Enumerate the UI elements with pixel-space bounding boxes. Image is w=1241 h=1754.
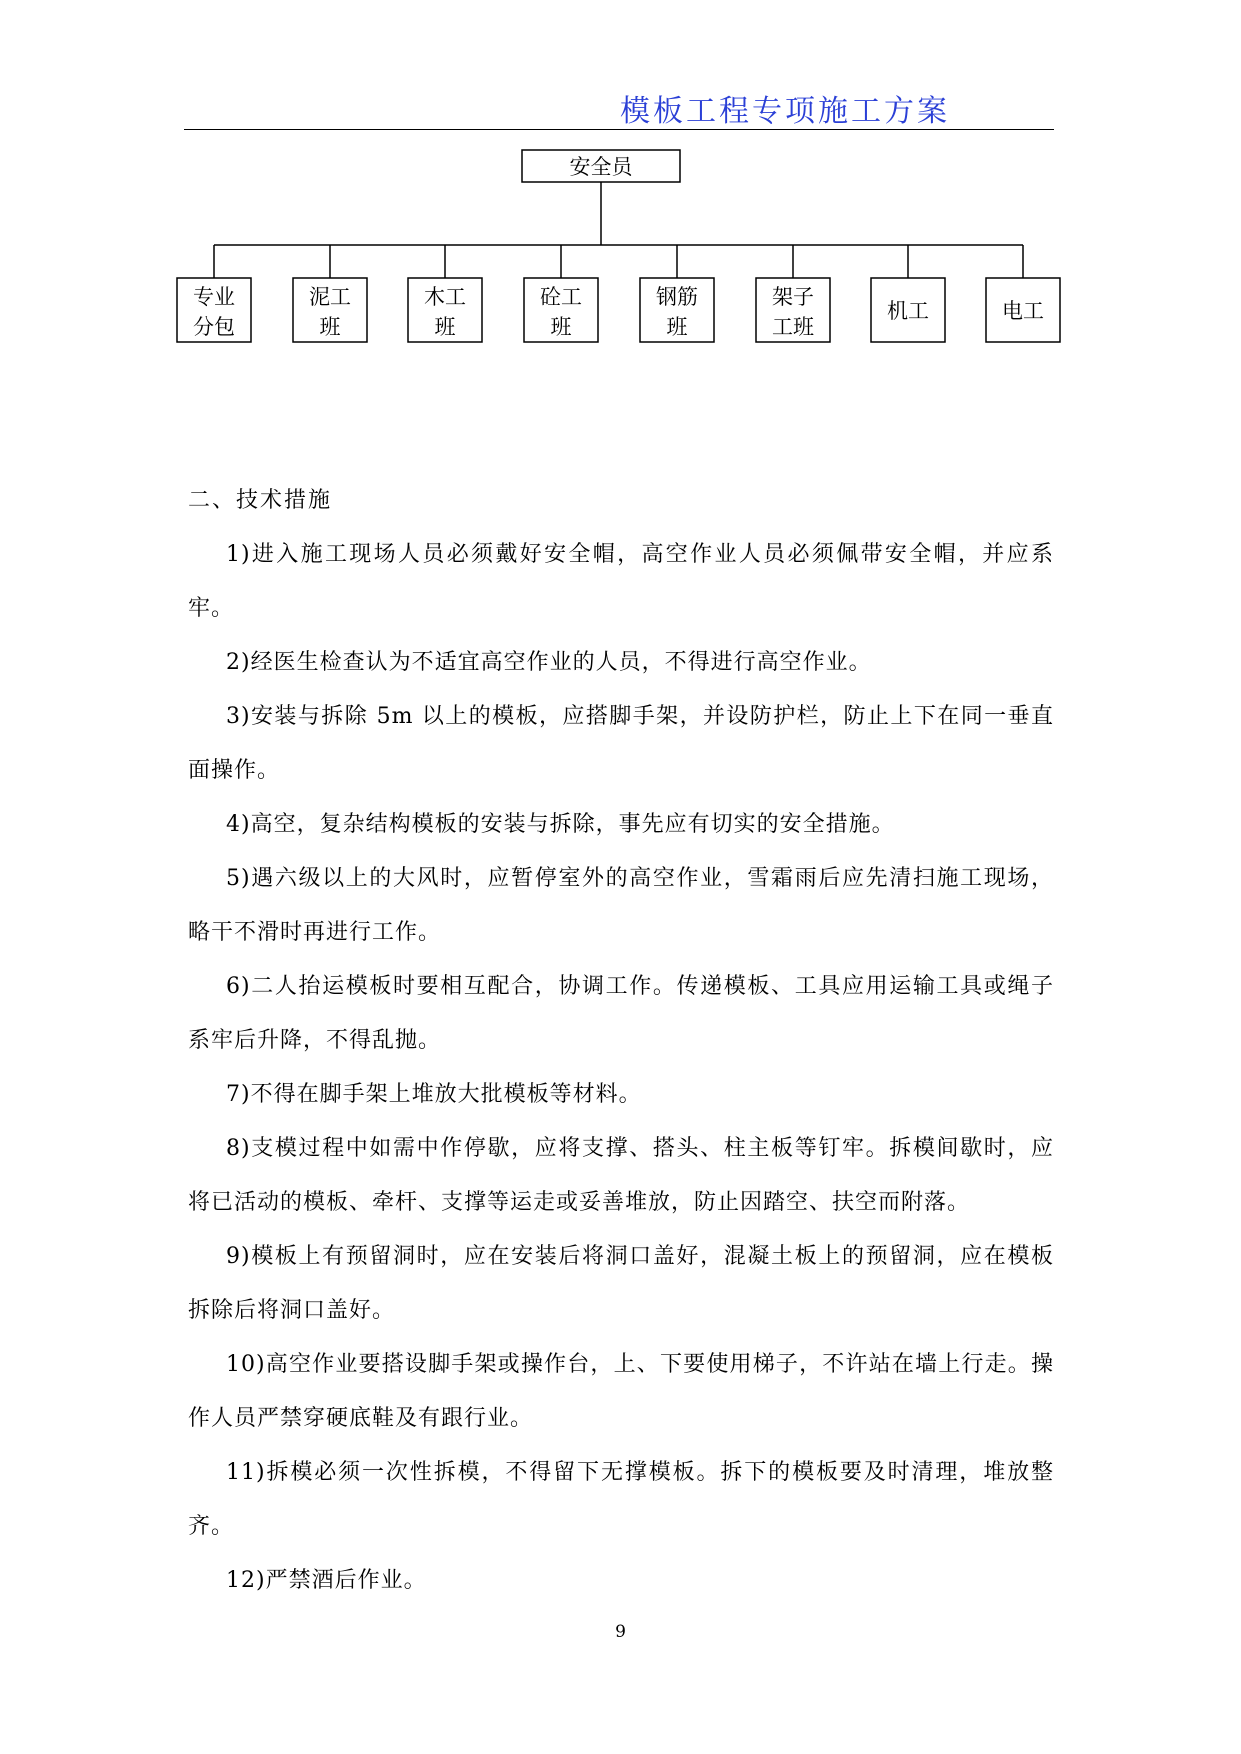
org-team-group [177, 245, 1060, 342]
org-chart [0, 0, 1241, 360]
page-number: 9 [615, 1622, 626, 1642]
paragraph-list [188, 528, 1054, 1608]
org-team-label-line2: 班 [550, 315, 572, 339]
measure-paragraph: 12)严禁酒后作业。 [226, 1568, 427, 1593]
measure-paragraph: 8)支模过程中如需中作停歇，应将支撑、搭头、柱主板等钉牢。拆模间歇时，应将已活动的模板、牵杆、支撑等运走或妥善堆放，防止因踏空、扶空而附落。 [188, 1136, 1054, 1215]
org-team-label-line1: 架子 [772, 285, 814, 309]
org-team-label-line1: 钢筋 [656, 285, 698, 309]
measure-paragraph: 1)进入施工现场人员必须戴好安全帽，高空作业人员必须佩带安全帽，并应系牢。 [188, 542, 1054, 621]
measure-paragraph: 2)经医生检查认为不适宜高空作业的人员，不得进行高空作业。 [226, 650, 872, 675]
org-team-label-line1: 泥工 [309, 285, 351, 309]
org-team-label-line2: 班 [434, 315, 456, 339]
measure-paragraph: 3)安装与拆除 5m 以上的模板，应搭脚手架，并设防护栏，防止上下在同一垂直面操作。 [188, 704, 1054, 783]
measure-paragraph: 4)高空，复杂结构模板的安装与拆除，事先应有切实的安全措施。 [226, 812, 895, 837]
section-heading: 二、技术措施 [188, 488, 333, 513]
org-team-label-line2: 班 [666, 315, 688, 339]
org-team-label: 电工 [1002, 299, 1044, 323]
measure-paragraph: 5)遇六级以上的大风时，应暂停室外的高空作业，雪霜雨后应先清扫施工现场，略干不滑时再进行工作。 [188, 866, 1054, 945]
org-team-label-line2: 分包 [193, 315, 235, 339]
org-root-label: 安全员 [569, 155, 633, 179]
org-team-label-line2: 工班 [772, 315, 814, 339]
org-team-label: 机工 [887, 299, 929, 323]
org-team-label-line1: 专业 [193, 285, 235, 309]
measure-paragraph: 10)高空作业要搭设脚手架或操作台，上、下要使用梯子，不许站在墙上行走。操作人员严禁穿硬底鞋及有跟行业。 [188, 1352, 1054, 1431]
org-team-label-line1: 砼工 [540, 285, 582, 309]
body-text [188, 474, 1054, 1608]
measure-paragraph: 11)拆模必须一次性拆模，不得留下无撑模板。拆下的模板要及时清理，堆放整齐。 [188, 1460, 1054, 1539]
document-header-title: 模板工程专项施工方案 [620, 94, 950, 129]
org-team-label-line1: 木工 [424, 285, 466, 309]
measure-paragraph: 6)二人抬运模板时要相互配合，协调工作。传递模板、工具应用运输工具或绳子系牢后升降，不得乱抛。 [188, 974, 1054, 1053]
org-team-label-line2: 班 [319, 315, 341, 339]
measure-paragraph: 7)不得在脚手架上堆放大批模板等材料。 [226, 1082, 642, 1107]
measure-paragraph: 9)模板上有预留洞时，应在安装后将洞口盖好，混凝土板上的预留洞，应在模板拆除后将洞口盖好。 [188, 1244, 1054, 1323]
